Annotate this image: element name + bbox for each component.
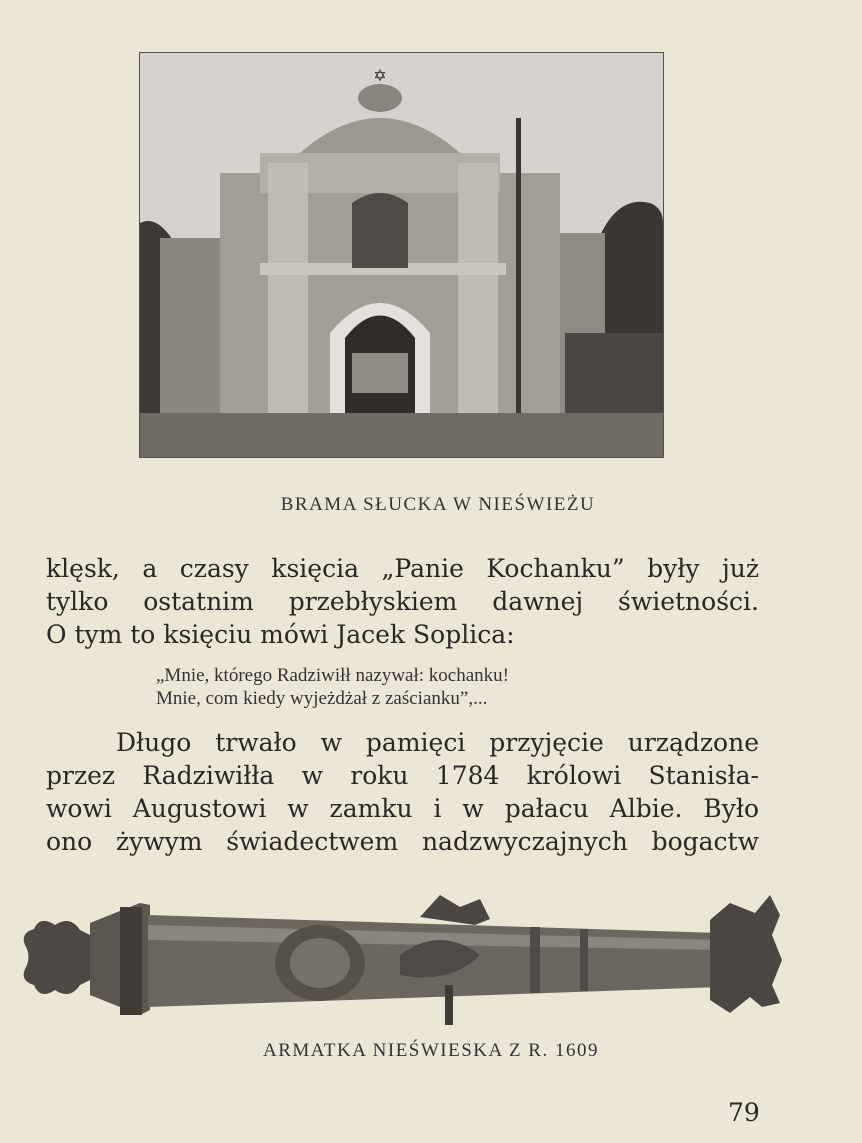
paragraph-2-line-2: przez Radziwiłła w roku 1784 królowi Stanisła- xyxy=(46,761,759,790)
bottom-figure-caption: ARMATKA NIEŚWIESKA Z R. 1609 xyxy=(263,1040,599,1061)
paragraph-1 xyxy=(46,552,759,651)
quote-line-2: Mnie, com kiedy wyjeżdżał z zaścianku”,... xyxy=(156,688,488,709)
paragraph-2 xyxy=(46,726,759,858)
top-figure-caption: BRAMA SŁUCKA W NIEŚWIEŻU xyxy=(280,494,596,515)
quote-line-1: „Mnie, którego Radziwiłł nazywał: kochanku! xyxy=(156,665,509,686)
paragraph-1-line-3: O tym to księciu mówi Jacek Soplica: xyxy=(46,620,515,649)
paragraph-1-line-2: tylko ostatnim przebłyskiem dawnej świetności. xyxy=(46,587,759,616)
paragraph-2-line-1: Długo trwało w pamięci przyjęcie urządzone xyxy=(116,728,759,757)
gate-photograph xyxy=(139,52,664,458)
poem-quote xyxy=(156,664,696,710)
paragraph-1-line-1: klęsk, a czasy księcia „Panie Kochanku” były już xyxy=(46,554,759,583)
gate-illustration xyxy=(140,53,663,457)
cannon-illustration xyxy=(20,885,786,1035)
cannon-photograph xyxy=(20,885,786,1035)
paragraph-2-line-4: ono żywym świadectwem nadzwyczajnych bogactw xyxy=(46,827,759,856)
page-number: 79 xyxy=(728,1098,760,1127)
paragraph-2-line-3: wowi Augustowi w zamku i w pałacu Albie. Było xyxy=(46,794,759,823)
svg-text:✡: ✡ xyxy=(373,66,387,85)
